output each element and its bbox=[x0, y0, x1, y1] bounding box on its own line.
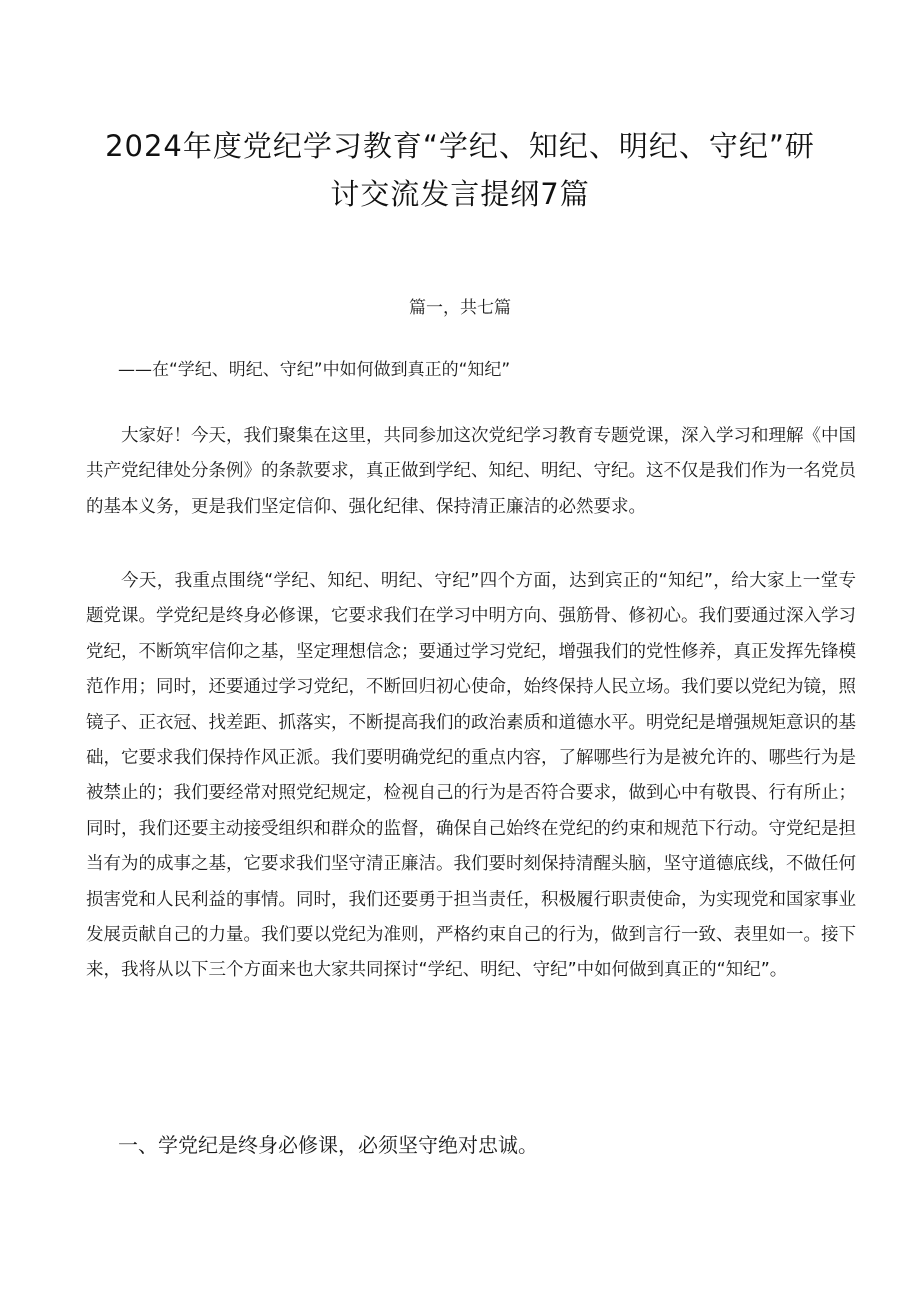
paragraph-2: 今天，我重点围绕“学纪、知纪、明纪、守纪”四个方面，达到宾正的“知纪”，给大家上一堂专题党课。学党纪是终身必修课，它要求我们在学习中明方向、强筋骨、修初心。我们要通过深入学习党纪，不断筑牢信仰之基，坚定理想信念；要通过学习党纪，增强我们的党性修养，真正发挥先锋模范作用；同时，还要通过学习党纪，不断回归初心使命，始终保持人民立场。我们要以党纪为镜，照镜子、正衣冠、找差距、抓落实，不断提高我们的政治素质和道德水平。明党纪是增强规矩意识的基础，它要求我们保持作风正派。我们要明确党纪的重点内容，了解哪些行为是被允许的、哪些行为是被禁止的；我们要经常对照党纪规定，检视自己的行为是否符合要求，做到心中有敬畏、行有所止；同时，我们还要主动接受组织和群众的监督，确保自己始终在党纪的约束和规范下行动。守党纪是担当有为的成事之基，它要求我们坚守清正廉洁。我们要时刻保持清醒头脑，坚守道德底线，不做任何损害党和人民利益的事情。同时，我们还要勇于担当责任，积极履行职责使命，为实现党和国家事业发展贡献自己的力量。我们要以党纪为准则，严格约束自己的行为，做到言行一致、表里如一。接下来，我将从以下三个方面来也大家共同探讨“学纪、明纪、守纪”中如何做到真正的“知纪”。 bbox=[86, 571, 856, 981]
document-title: 2024年度党纪学习教育“学纪、知纪、明纪、守纪”研讨交流发言提纲7篇 bbox=[105, 129, 815, 211]
section-label: 篇一，共七篇 bbox=[409, 298, 511, 318]
paragraph-1: 大家好！今天，我们聚集在这里，共同参加这次党纪学习教育专题党课，深入学习和理解《中国共产党纪律处分条例》的条款要求，真正做到学纪、知纪、明纪、守纪。这不仅是我们作为一名党员的基本义务，更是我们坚定信仰、强化纪律、保持清正廉洁的必然要求。 bbox=[86, 426, 856, 517]
lead-line: ——在“学纪、明纪、守纪”中如何做到真正的“知纪” bbox=[118, 360, 511, 380]
section-heading-1: 一、学党纪是终身必修课，必须坚守绝对忠诚。 bbox=[118, 1133, 538, 1157]
